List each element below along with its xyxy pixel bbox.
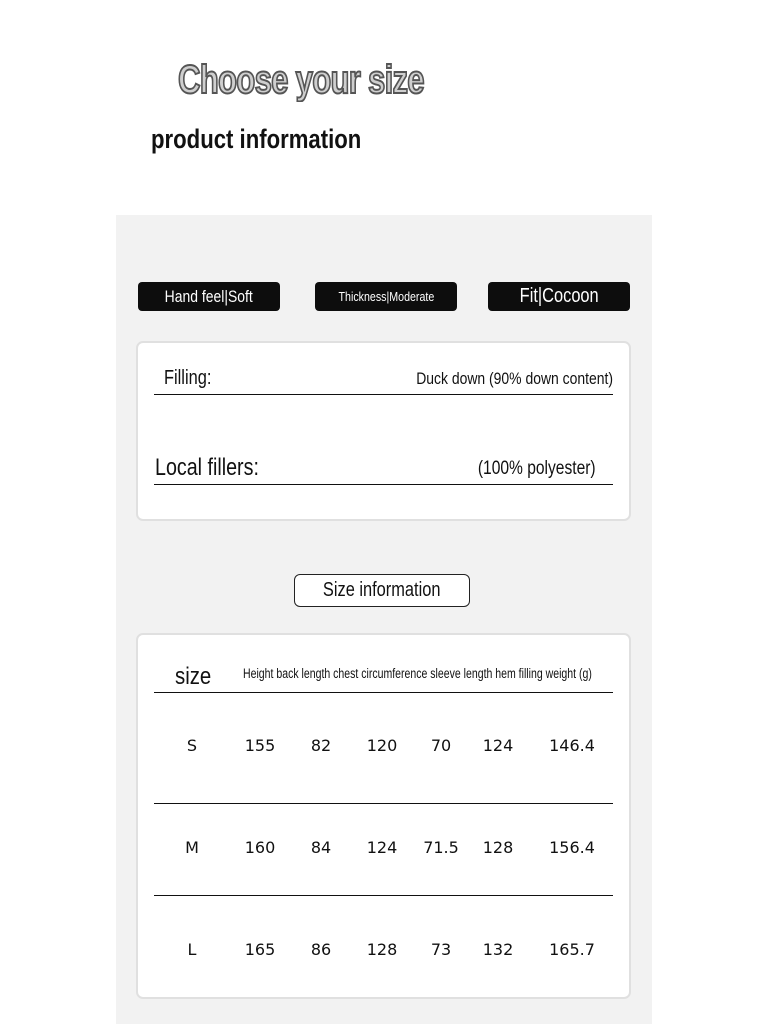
size-cell: S bbox=[186, 736, 198, 755]
size-column-header: size bbox=[175, 663, 212, 690]
filling-label: Filling: bbox=[164, 367, 212, 389]
tag-fit bbox=[488, 282, 630, 311]
tag-thickness bbox=[315, 282, 457, 311]
sleeve-cell: 73 bbox=[430, 940, 452, 959]
back-length-cell: 86 bbox=[310, 940, 332, 959]
row-divider bbox=[154, 895, 613, 896]
tag-label: Fit|Cocoon bbox=[519, 285, 599, 307]
filling-weight-cell: 165.7 bbox=[549, 940, 595, 959]
back-length-cell: 82 bbox=[310, 736, 332, 755]
section-subtitle: product information bbox=[151, 124, 362, 154]
product-panel bbox=[116, 215, 652, 1024]
height-cell: 160 bbox=[244, 838, 276, 857]
page-title: Choose your size bbox=[178, 58, 424, 102]
row-divider bbox=[154, 803, 613, 804]
height-cell: 165 bbox=[244, 940, 276, 959]
measurement-columns-header: Height back length chest circumference sleeve length hem filling weight (g) bbox=[243, 666, 592, 681]
chest-cell: 120 bbox=[366, 736, 398, 755]
hem-cell: 128 bbox=[482, 838, 514, 857]
filling-value: Duck down (90% down content) bbox=[416, 369, 613, 388]
size-cell: L bbox=[187, 940, 197, 959]
filling-weight-cell: 156.4 bbox=[549, 838, 595, 857]
chest-cell: 128 bbox=[366, 940, 398, 959]
size-information-button[interactable] bbox=[294, 574, 470, 607]
divider bbox=[154, 394, 613, 395]
local-fillers-label: Local fillers: bbox=[155, 454, 259, 481]
sleeve-cell: 71.5 bbox=[423, 838, 459, 857]
divider bbox=[154, 484, 613, 485]
material-info-card bbox=[136, 341, 631, 521]
header-divider bbox=[154, 692, 613, 693]
hem-cell: 132 bbox=[482, 940, 514, 959]
tag-label: Hand feel|Soft bbox=[164, 286, 254, 306]
local-fillers-value: (100% polyester) bbox=[478, 458, 596, 479]
size-information-label: Size information bbox=[323, 579, 441, 601]
height-cell: 155 bbox=[244, 736, 276, 755]
hem-cell: 124 bbox=[482, 736, 514, 755]
sleeve-cell: 70 bbox=[430, 736, 452, 755]
tag-hand-feel bbox=[138, 282, 280, 311]
size-cell: M bbox=[185, 838, 199, 857]
filling-weight-cell: 146.4 bbox=[549, 736, 595, 755]
tag-label: Thickness|Moderate bbox=[338, 289, 434, 304]
chest-cell: 124 bbox=[366, 838, 398, 857]
back-length-cell: 84 bbox=[310, 838, 332, 857]
size-table-card bbox=[136, 633, 631, 999]
